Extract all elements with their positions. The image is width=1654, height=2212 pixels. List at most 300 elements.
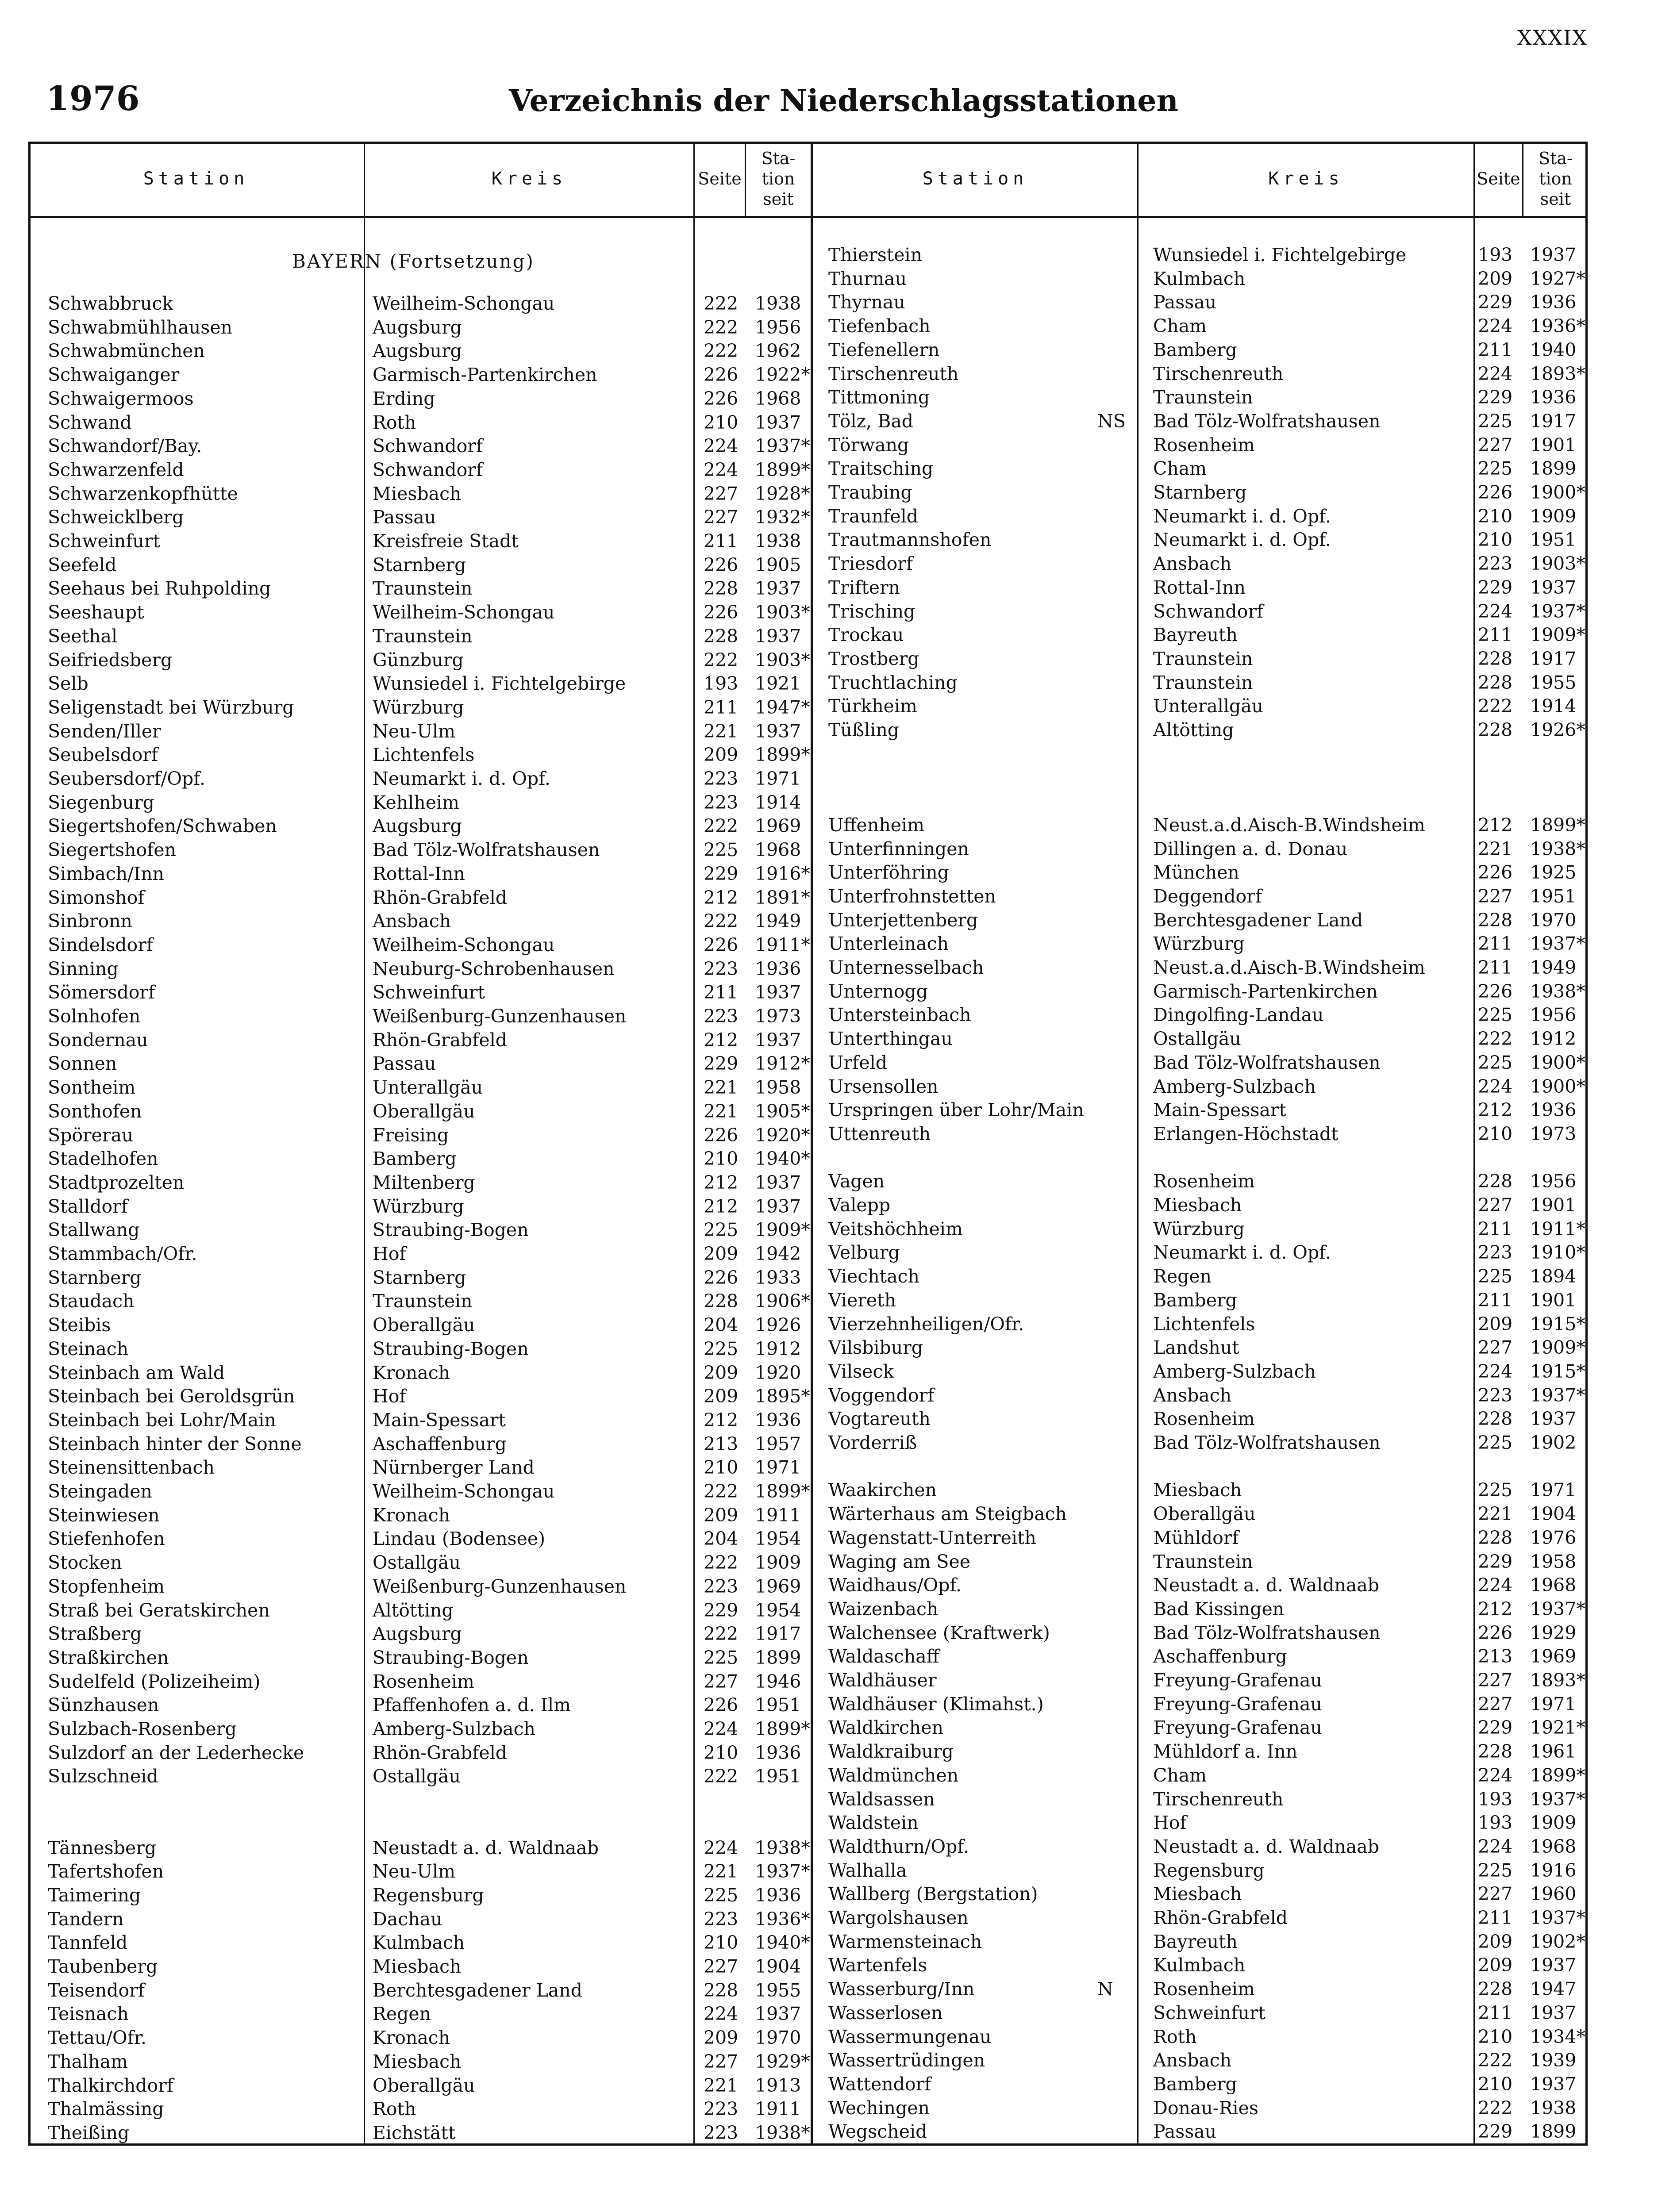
station-name: Walhalla	[828, 1859, 907, 1881]
station-since: 1929*	[755, 2051, 810, 2072]
station-since: 1913	[755, 2074, 801, 2096]
station-name: Thierstein	[828, 244, 923, 265]
seite-number: 211	[1478, 2002, 1513, 2024]
seite-number: 223	[704, 2122, 739, 2143]
station-name: Sudelfeld (Polizeiheim)	[48, 1671, 261, 1692]
seite-number: 225	[1478, 1004, 1513, 1026]
station-since: 1937*	[1530, 1598, 1585, 1620]
station-name: Vierzehnheiligen/Ofr.	[828, 1313, 1024, 1335]
seite-number: 224	[704, 459, 739, 480]
station-name: Sulzdorf an der Lederhecke	[48, 1742, 304, 1763]
station-since: 1926	[755, 1314, 801, 1336]
station-since: 1951	[755, 1694, 801, 1716]
seite-number: 228	[1478, 1741, 1513, 1763]
station-name: Teisnach	[48, 2003, 129, 2025]
station-since: 1937	[755, 1171, 801, 1193]
kreis-name: Neumarkt i. d. Opf.	[1153, 529, 1331, 551]
kreis-name: Ansbach	[1153, 1384, 1232, 1406]
seite-number: 229	[1478, 292, 1513, 313]
seite-number: 225	[704, 1219, 739, 1241]
station-name: Voggendorf	[828, 1384, 935, 1406]
seite-number: 222	[704, 649, 739, 671]
kreis-name: Starnberg	[373, 1267, 466, 1288]
station-name: Uffenheim	[828, 814, 925, 836]
station-name: Seifriedsberg	[48, 649, 173, 671]
station-since: 1911	[755, 1504, 801, 1526]
station-name: Türkheim	[828, 695, 917, 717]
station-name: Truchtlaching	[828, 672, 958, 693]
station-name: Veitshöchheim	[828, 1218, 963, 1240]
seite-number: 229	[704, 1599, 739, 1621]
station-name: Trockau	[828, 624, 904, 646]
seite-number: 222	[704, 293, 739, 314]
kreis-name: Lindau (Bodensee)	[373, 1528, 546, 1550]
station-name: Stammbach/Ofr.	[48, 1243, 197, 1264]
station-since: 1937	[1530, 2002, 1577, 2024]
station-since: 1961	[1530, 1741, 1577, 1763]
seite-number: 209	[704, 2027, 739, 2049]
seite-number: 227	[1478, 434, 1513, 456]
seite-number: 224	[1478, 1836, 1513, 1857]
kreis-name: Weißenburg-Gunzenhausen	[373, 1006, 627, 1027]
station-name: Waldkraiburg	[828, 1741, 954, 1763]
kreis-name: Passau	[1153, 292, 1217, 313]
header-station-left: Station	[143, 169, 249, 189]
kreis-name: Garmisch-Partenkirchen	[1153, 980, 1378, 1002]
seite-number: 228	[1478, 909, 1513, 931]
seite-number: 227	[1478, 1194, 1513, 1216]
seite-number: 229	[1478, 2121, 1513, 2143]
station-name: Senden/Iller	[48, 720, 161, 742]
kreis-name: Freyung-Grafenau	[1153, 1693, 1322, 1715]
seite-number: 223	[704, 2098, 739, 2120]
station-since: 1899	[1530, 458, 1577, 480]
col-divider	[1137, 142, 1139, 2146]
seite-number: 223	[1478, 1384, 1513, 1406]
station-since: 1960	[1530, 1883, 1577, 1905]
station-since: 1909	[755, 1552, 801, 1574]
seite-number: 227	[1478, 885, 1513, 907]
seite-number: 224	[704, 1718, 739, 1740]
kreis-name: Bad Tölz-Wolfratshausen	[1153, 1622, 1381, 1644]
seite-number: 224	[704, 1837, 739, 1859]
kreis-name: Rosenheim	[1153, 1408, 1255, 1430]
station-since: 1937	[755, 720, 801, 742]
kreis-name: Rottal-Inn	[1153, 576, 1246, 598]
seite-number: 228	[1478, 719, 1513, 741]
kreis-name: Bad Kissingen	[1153, 1598, 1285, 1620]
station-since: 1900*	[1530, 1052, 1585, 1073]
seite-number: 227	[704, 2051, 739, 2072]
station-since: 1937	[1530, 1408, 1577, 1430]
station-name: Schweicklberg	[48, 507, 184, 528]
station-name: Vilsbiburg	[828, 1337, 923, 1359]
kreis-name: Freyung-Grafenau	[1153, 1717, 1322, 1739]
seite-number: 225	[704, 1884, 739, 1906]
seite-number: 227	[704, 507, 739, 528]
seite-number: 213	[704, 1433, 739, 1455]
kreis-name: Rhön-Grabfeld	[1153, 1907, 1288, 1928]
col-divider	[811, 142, 813, 2146]
station-name: Tirschenreuth	[828, 363, 959, 384]
station-since: 1901	[1530, 434, 1577, 456]
kreis-name: Passau	[373, 1053, 436, 1075]
station-name: Straßberg	[48, 1623, 142, 1645]
kreis-name: Neu-Ulm	[373, 1861, 455, 1882]
station-name: Valepp	[828, 1194, 891, 1216]
station-since: 1937	[755, 1195, 801, 1217]
kreis-name: Cham	[1153, 1764, 1207, 1786]
seite-number: 225	[704, 1338, 739, 1359]
kreis-name: Miesbach	[373, 483, 462, 504]
seite-number: 212	[704, 1029, 739, 1051]
kreis-name: Weilheim-Schongau	[373, 293, 555, 314]
seite-number: 224	[1478, 315, 1513, 337]
station-name: Wargolshausen	[828, 1907, 969, 1928]
kreis-name: Starnberg	[373, 554, 466, 576]
station-name: Traubing	[828, 482, 912, 503]
station-since: 1909	[1530, 1812, 1577, 1834]
station-since: 1911*	[1530, 1218, 1585, 1240]
station-name: Sonthofen	[48, 1100, 142, 1122]
station-since: 1955	[755, 1979, 801, 2001]
kreis-name: Hof	[373, 1386, 406, 1407]
seite-number: 222	[704, 815, 739, 837]
station-name: Sömersdorf	[48, 982, 155, 1003]
seite-number: 225	[1478, 410, 1513, 432]
seite-number: 228	[704, 1979, 739, 2001]
seite-number: 229	[1478, 1717, 1513, 1739]
station-since: 1971	[1530, 1479, 1577, 1501]
station-since: 1936	[755, 1409, 801, 1431]
station-name: Stalldorf	[48, 1195, 128, 1217]
kreis-name: Regen	[373, 2003, 431, 2025]
station-since: 1899*	[1530, 814, 1585, 836]
station-name: Tittmoning	[828, 387, 930, 408]
kreis-name: Ansbach	[373, 910, 451, 932]
station-since: 1917	[1530, 410, 1577, 432]
station-name: Waldhäuser (Klimahst.)	[828, 1693, 1044, 1715]
station-since: 1938	[755, 293, 801, 314]
station-name: Unternogg	[828, 980, 928, 1002]
kreis-name: Rosenheim	[1153, 434, 1255, 456]
station-since: 1891*	[755, 887, 810, 908]
page-title: Verzeichnis der Niederschlagsstationen	[509, 83, 1178, 119]
station-name: Traitsching	[828, 458, 934, 480]
station-since: 1938*	[755, 2122, 810, 2143]
station-since: 1902*	[1530, 1931, 1585, 1952]
station-since: 1895*	[755, 1386, 810, 1407]
kreis-name: Würzburg	[1153, 933, 1245, 955]
kreis-name: Rhön-Grabfeld	[373, 1029, 508, 1051]
kreis-name: Amberg-Sulzbach	[373, 1718, 535, 1740]
kreis-name: Günzburg	[373, 649, 464, 671]
station-since: 1936	[755, 1742, 801, 1763]
station-since: 1947*	[755, 696, 810, 718]
station-since: 1937*	[1530, 1907, 1585, 1928]
seite-number: 222	[1478, 695, 1513, 717]
seite-number: 212	[1478, 1099, 1513, 1121]
kreis-name: Weilheim-Schongau	[373, 934, 555, 956]
seite-number: 222	[704, 1552, 739, 1574]
seite-number: 210	[704, 1457, 739, 1479]
station-since: 1940	[1530, 339, 1577, 361]
station-name: Steinach	[48, 1338, 129, 1359]
station-name: Stiefenhofen	[48, 1528, 165, 1550]
station-name: Tüßling	[828, 719, 900, 741]
seite-number: 193	[704, 673, 739, 695]
station-since: 1920	[755, 1362, 801, 1383]
seite-number: 228	[1478, 648, 1513, 669]
kreis-name: Roth	[373, 2098, 416, 2120]
seite-number: 221	[1478, 1503, 1513, 1525]
station-name: Thalkirchdorf	[48, 2074, 173, 2096]
station-since: 1954	[755, 1599, 801, 1621]
seite-number: 228	[1478, 1408, 1513, 1430]
seite-number: 223	[1478, 1242, 1513, 1263]
station-since: 1914	[1530, 695, 1577, 717]
station-since: 1936	[1530, 387, 1577, 408]
station-name: Uttenreuth	[828, 1123, 931, 1144]
station-since: 1956	[755, 316, 801, 338]
station-name: Tettau/Ofr.	[48, 2027, 146, 2049]
station-since: 1939	[1530, 2050, 1577, 2071]
station-note: N	[1097, 1978, 1113, 2000]
station-since: 1937*	[1530, 600, 1585, 622]
kreis-name: Rottal-Inn	[373, 863, 465, 884]
kreis-name: Weilheim-Schongau	[373, 1481, 555, 1502]
station-name: Tölz, Bad	[828, 410, 914, 432]
station-since: 1937	[1530, 244, 1577, 265]
kreis-name: Dillingen a. d. Donau	[1153, 838, 1348, 860]
station-name: Schwarzenkopfhütte	[48, 483, 238, 504]
kreis-name: Wunsiedel i. Fichtelgebirge	[373, 673, 626, 695]
seite-number: 210	[1478, 505, 1513, 527]
station-name: Wegscheid	[828, 2121, 927, 2143]
station-since: 1921	[755, 673, 801, 695]
seite-number: 227	[1478, 1670, 1513, 1691]
station-since: 1969	[1530, 1646, 1577, 1667]
seite-number: 228	[704, 1290, 739, 1312]
header-seit-right: Sta- tion seit	[1539, 149, 1573, 209]
seite-number: 229	[704, 863, 739, 884]
kreis-name: Kehlheim	[373, 791, 459, 813]
station-name: Waakirchen	[828, 1479, 937, 1501]
kreis-name: Schweinfurt	[373, 982, 485, 1003]
kreis-name: Traunstein	[1153, 1551, 1253, 1572]
station-name: Wassertrüdingen	[828, 2050, 985, 2071]
station-name: Waldsassen	[828, 1788, 935, 1810]
seite-number: 224	[1478, 1075, 1513, 1097]
seite-number: 222	[704, 340, 739, 362]
station-name: Unterjettenberg	[828, 909, 978, 931]
seite-number: 227	[1478, 1883, 1513, 1905]
station-since: 1936*	[1530, 315, 1585, 337]
kreis-name: Straubing-Bogen	[373, 1338, 529, 1359]
station-since: 1934*	[1530, 2026, 1585, 2047]
station-name: Seubersdorf/Opf.	[48, 768, 206, 789]
header-kreis-left: Kreis	[491, 169, 567, 189]
station-name: Waldmünchen	[828, 1764, 959, 1786]
station-since: 1901	[1530, 1194, 1577, 1216]
seite-number: 193	[1478, 1812, 1513, 1834]
seite-number: 229	[704, 1053, 739, 1075]
station-name: Steinbach bei Lohr/Main	[48, 1409, 276, 1431]
station-name: Unterfinningen	[828, 838, 969, 860]
kreis-name: Deggendorf	[1153, 885, 1262, 907]
kreis-name: Traunstein	[373, 625, 473, 647]
kreis-name: Neustadt a. d. Waldnaab	[1153, 1575, 1379, 1596]
station-name: Vagen	[828, 1171, 885, 1192]
station-since: 1899*	[755, 459, 810, 480]
kreis-name: Ansbach	[1153, 2050, 1232, 2071]
kreis-name: Cham	[1153, 458, 1207, 480]
station-name: Tandern	[48, 1908, 124, 1930]
station-since: 1909	[1530, 505, 1577, 527]
seite-number: 227	[1478, 1337, 1513, 1359]
seite-number: 209	[1478, 268, 1513, 289]
station-name: Unterleinach	[828, 933, 949, 955]
station-name: Siegertshofen/Schwaben	[48, 815, 277, 837]
station-name: Steinbach hinter der Sonne	[48, 1433, 302, 1455]
station-name: Thalham	[48, 2051, 128, 2072]
kreis-name: Miltenberg	[373, 1171, 475, 1193]
seite-number: 224	[704, 435, 739, 457]
header-seite-right: Seite	[1477, 169, 1520, 188]
station-name: Schwaigermoos	[48, 388, 194, 409]
station-since: 1962	[755, 340, 801, 362]
section-label: BAYERN (Fortsetzung)	[292, 250, 535, 272]
station-name: Tafertshofen	[48, 1861, 164, 1882]
seite-number: 226	[1478, 980, 1513, 1002]
station-since: 1969	[755, 815, 801, 837]
station-since: 1909*	[1530, 1337, 1585, 1359]
kreis-name: Neu-Ulm	[373, 720, 455, 742]
kreis-name: Augsburg	[373, 340, 462, 362]
station-since: 1903*	[755, 602, 810, 623]
seite-number: 226	[704, 388, 739, 409]
kreis-name: Regen	[1153, 1266, 1212, 1287]
station-name: Sinning	[48, 958, 119, 979]
station-since: 1916*	[755, 863, 810, 884]
station-since: 1937	[1530, 2073, 1577, 2095]
station-since: 1970	[1530, 909, 1577, 931]
kreis-name: Dachau	[373, 1908, 442, 1930]
kreis-name: Kulmbach	[1153, 1955, 1246, 1976]
station-since: 1899*	[1530, 1764, 1585, 1786]
kreis-name: Erlangen-Höchstadt	[1153, 1123, 1339, 1144]
station-since: 1937*	[1530, 1788, 1585, 1810]
station-since: 1940*	[755, 1932, 810, 1954]
station-name: Schwarzenfeld	[48, 459, 184, 480]
seite-number: 210	[1478, 529, 1513, 551]
station-name: Straßkirchen	[48, 1647, 169, 1668]
station-since: 1916	[1530, 1859, 1577, 1881]
station-name: Taimering	[48, 1884, 141, 1906]
station-name: Wasserlosen	[828, 2002, 943, 2024]
station-since: 1893*	[1530, 363, 1585, 384]
station-name: Straß bei Geratskirchen	[48, 1599, 270, 1621]
station-since: 1937	[1530, 576, 1577, 598]
kreis-name: Unterallgäu	[1153, 695, 1264, 717]
kreis-name: Wunsiedel i. Fichtelgebirge	[1153, 244, 1407, 265]
seite-number: 226	[1478, 862, 1513, 883]
seite-number: 226	[1478, 482, 1513, 503]
seite-number: 211	[704, 696, 739, 718]
station-name: Seeshaupt	[48, 602, 144, 623]
kreis-name: Oberallgäu	[1153, 1503, 1256, 1525]
kreis-name: Mühldorf a. Inn	[1153, 1741, 1298, 1763]
seite-number: 222	[1478, 1028, 1513, 1050]
seite-number: 224	[704, 2003, 739, 2025]
station-since: 1911	[755, 2098, 801, 2120]
station-name: Vilseck	[828, 1360, 894, 1382]
seite-number: 210	[1478, 2026, 1513, 2047]
station-since: 1921*	[1530, 1717, 1585, 1739]
station-since: 1936	[755, 958, 801, 979]
station-since: 1926*	[1530, 719, 1585, 741]
kreis-name: Neust.a.d.Aisch-B.Windsheim	[1153, 957, 1425, 978]
station-name: Sulzbach-Rosenberg	[48, 1718, 237, 1740]
station-name: Stadtprozelten	[48, 1171, 185, 1193]
kreis-name: Bamberg	[373, 1148, 457, 1170]
station-name: Waldstein	[828, 1812, 919, 1834]
station-name: Spörerau	[48, 1124, 134, 1146]
kreis-name: Berchtesgadener Land	[373, 1979, 582, 2001]
seite-number: 211	[704, 530, 739, 552]
station-since: 1920*	[755, 1124, 810, 1146]
kreis-name: Regensburg	[373, 1884, 484, 1906]
station-since: 1938*	[1530, 980, 1585, 1002]
kreis-name: Aschaffenburg	[373, 1433, 507, 1455]
kreis-name: Lichtenfels	[1153, 1313, 1255, 1335]
seite-number: 204	[704, 1314, 739, 1336]
seite-number: 225	[1478, 1479, 1513, 1501]
station-since: 1955	[1530, 672, 1577, 693]
header-divider	[28, 216, 1588, 218]
station-name: Unterföhring	[828, 862, 949, 883]
station-name: Waldhäuser	[828, 1670, 937, 1691]
kreis-name: Ostallgäu	[373, 1766, 461, 1787]
seite-number: 228	[1478, 1978, 1513, 2000]
kreis-name: Hof	[373, 1243, 406, 1264]
station-name: Solnhofen	[48, 1006, 141, 1027]
station-since: 1937	[1530, 1955, 1577, 1976]
seite-number: 228	[1478, 672, 1513, 693]
seite-number: 229	[1478, 1551, 1513, 1572]
station-name: Wassermungenau	[828, 2026, 992, 2047]
station-name: Tiefenbach	[828, 315, 931, 337]
station-name: Unterfrohnstetten	[828, 885, 996, 907]
station-since: 1951	[1530, 885, 1577, 907]
seite-number: 221	[704, 720, 739, 742]
station-since: 1932*	[755, 507, 810, 528]
station-name: Törwang	[828, 434, 909, 456]
station-since: 1938	[1530, 2097, 1577, 2119]
station-since: 1971	[1530, 1693, 1577, 1715]
seite-number: 210	[1478, 2073, 1513, 2095]
station-since: 1957	[755, 1433, 801, 1455]
seite-number: 212	[704, 1171, 739, 1193]
station-name: Viereth	[828, 1289, 896, 1311]
station-name: Waldkirchen	[828, 1717, 943, 1739]
seite-number: 222	[704, 1766, 739, 1787]
station-since: 1899	[1530, 2121, 1577, 2143]
kreis-name: Bad Tölz-Wolfratshausen	[1153, 1052, 1381, 1073]
kreis-name: Bayreuth	[1153, 1931, 1238, 1952]
kreis-name: Miesbach	[1153, 1194, 1242, 1216]
kreis-name: Traunstein	[373, 578, 473, 599]
